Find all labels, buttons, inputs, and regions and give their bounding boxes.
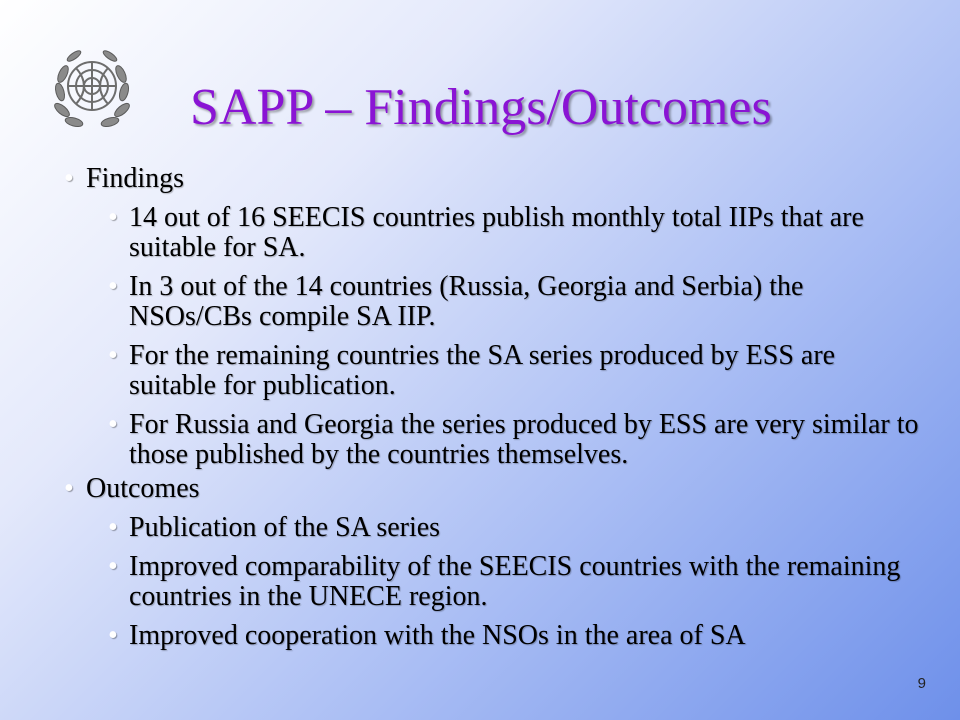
bullet-icon: • [108, 202, 118, 233]
bullet-icon: • [108, 409, 118, 440]
list-item [60, 621, 920, 651]
bullet-icon: • [64, 473, 74, 504]
findings-section [60, 164, 920, 194]
list-item [60, 410, 920, 470]
bullet-icon: • [108, 512, 118, 543]
bullet-icon: • [108, 620, 118, 651]
page-number: 9 [917, 675, 926, 692]
list-item [60, 272, 920, 332]
outcomes-section [60, 474, 920, 504]
outcome-text: Improved comparability of the SEECIS countries with the remaining countries in the UNECE region. [129, 551, 901, 612]
list-item [60, 341, 920, 401]
finding-text: In 3 out of the 14 countries (Russia, Georgia and Serbia) the NSOs/CBs compile SA IIP. [129, 271, 804, 332]
finding-text: For Russia and Georgia the series produced by ESS are very similar to those published by the countries themselves. [129, 409, 919, 470]
list-item [60, 513, 920, 543]
bullet-icon: • [108, 271, 118, 302]
outcome-text: Improved cooperation with the NSOs in the area of SA [129, 620, 746, 651]
bullet-icon: • [64, 163, 74, 194]
findings-list [60, 203, 920, 470]
slide-title: SAPP – Findings/Outcomes [190, 79, 772, 136]
un-emblem-icon [46, 42, 138, 134]
finding-text: For the remaining countries the SA series produced by ESS are suitable for publication. [129, 340, 836, 401]
finding-text: 14 out of 16 SEECIS countries publish monthly total IIPs that are suitable for SA. [129, 202, 864, 263]
list-item [60, 552, 920, 612]
list-item [60, 203, 920, 263]
outcomes-list [60, 513, 920, 651]
outcomes-heading: Outcomes [86, 473, 200, 504]
bullet-icon: • [108, 340, 118, 371]
outcome-text: Publication of the SA series [129, 512, 441, 543]
findings-heading: Findings [86, 163, 185, 194]
slide-content [60, 160, 920, 655]
bullet-icon: • [108, 551, 118, 582]
